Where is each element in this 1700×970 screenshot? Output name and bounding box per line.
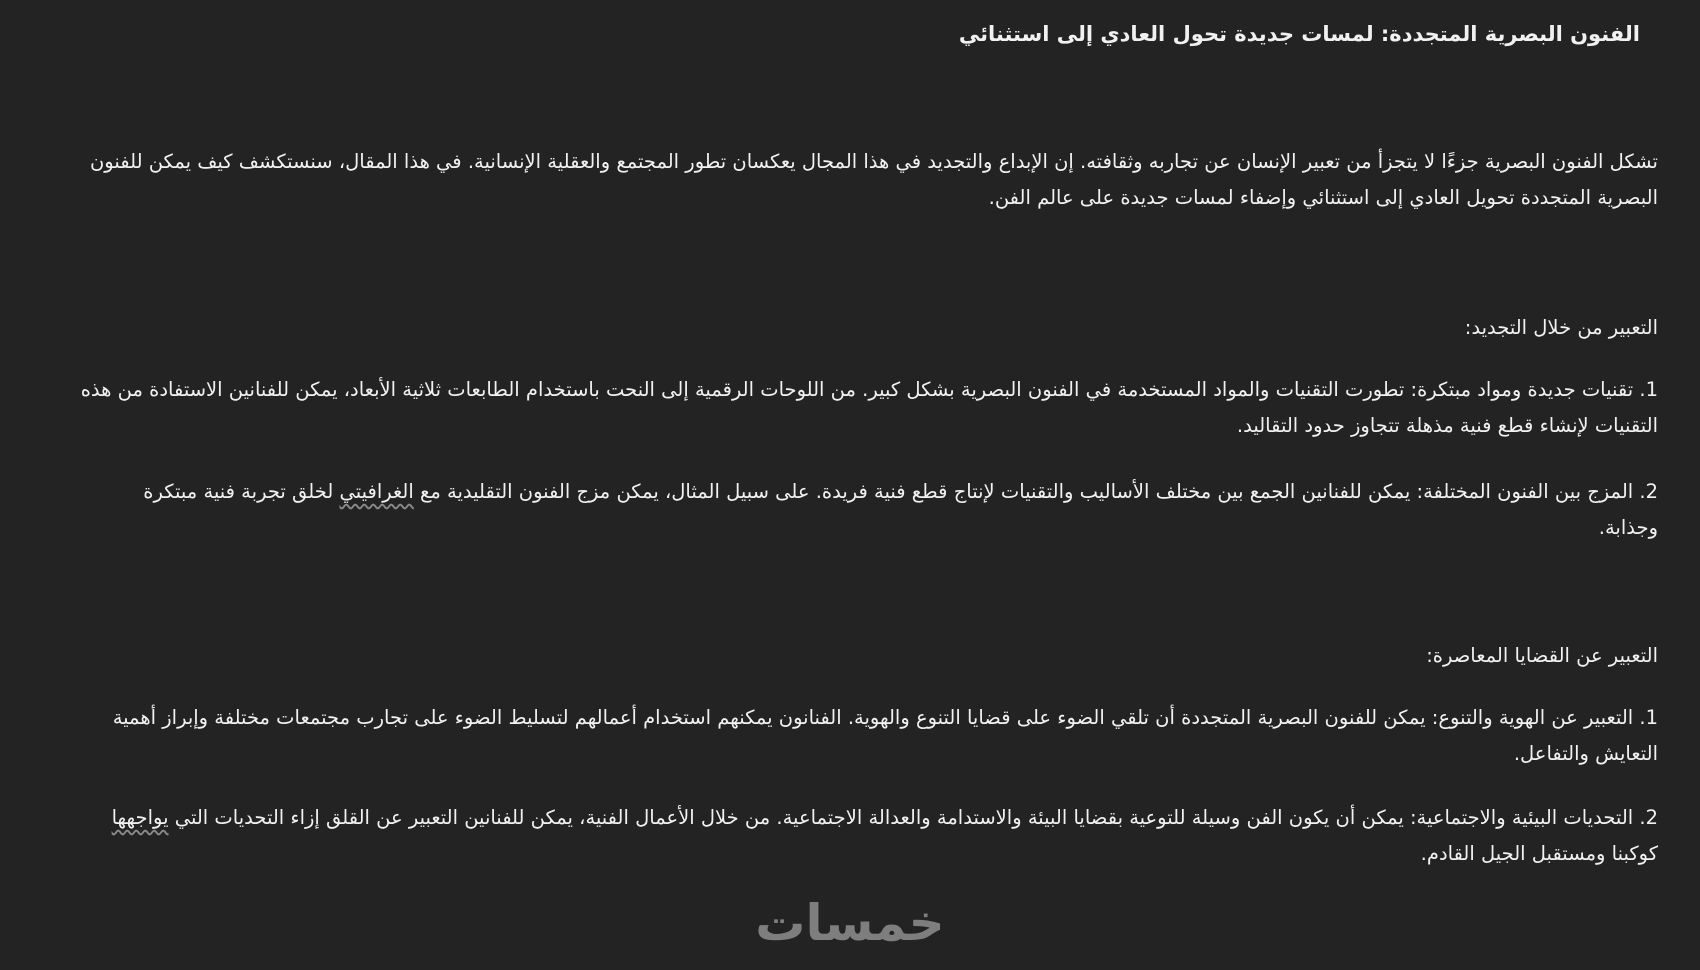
section-heading-renewal: التعبير من خلال التجديد: [1464, 316, 1658, 339]
intro-paragraph: تشكل الفنون البصرية جزءًا لا يتجزأ من تعبير الإنسان عن تجاربه وثقافته. إن الإبداع والتجديد في هذا المجال يعكسان تطور المجتمع والعقلية الإنسانية. في هذا المقال، سنستكشف كيف يمكن للفنون البصرية المتجددة تحويل العادي إلى استثنائي وإضفاء لمسات جديدة على عالم الفن. [89, 150, 1658, 209]
spellcheck-flagged-word[interactable]: يواجهها [111, 806, 169, 829]
spellcheck-flagged-word[interactable]: الغرافيتي [339, 480, 414, 503]
issues-item-1: 1. التعبير عن الهوية والتنوع: يمكن للفنون البصرية المتجددة أن تلقي الضوء على قضايا التنوع والهوية. الفنانون يمكنهم استخدام أعمالهم لتسليط الضوء على تجارب مجتمعات مختلفة وإبراز أهمية التعايش والتفاعل. [112, 706, 1658, 765]
section-heading-issues: التعبير عن القضايا المعاصرة: [1426, 644, 1658, 667]
renewal-item-1: 1. تقنيات جديدة ومواد مبتكرة: تطورت التقنيات والمواد المستخدمة في الفنون البصرية بشكل كبير. من اللوحات الرقمية إلى النحت باستخدام الطابعات ثلاثية الأبعاد، يمكن للفنانين الاستفادة من هذه التقنيات لإنشاء قطع فنية مذهلة تتجاوز حدود التقاليد. [80, 378, 1658, 437]
article-title: الفنون البصرية المتجددة: لمسات جديدة تحول العادي إلى استثنائي [958, 22, 1640, 46]
issues-item-2-text-start: 2. التحديات البيئية والاجتماعية: يمكن أن يكون الفن وسيلة للتوعية بقضايا البيئة والاستدامة والعدالة الاجتماعية. من خلال الأعمال الفنية، يمكن للفنانين التعبير عن القلق إزاء التحديات التي [168, 806, 1658, 829]
issues-item-2 [78, 800, 1658, 872]
issues-item-2-text-end: كوكبنا ومستقبل الجيل القادم. [1420, 842, 1658, 865]
watermark-logo: خمسات [755, 894, 945, 952]
renewal-item-2 [78, 474, 1658, 546]
renewal-item-2-text-start: 2. المزج بين الفنون المختلفة: يمكن للفنانين الجمع بين مختلف الأساليب والتقنيات لإنتاج قطع فنية فريدة. على سبيل المثال، يمكن مزج الفنون التقليدية مع [413, 480, 1658, 503]
renewal-item-2-text-end: لخلق تجربة فنية مبتكرة وجذابة. [143, 480, 1658, 539]
